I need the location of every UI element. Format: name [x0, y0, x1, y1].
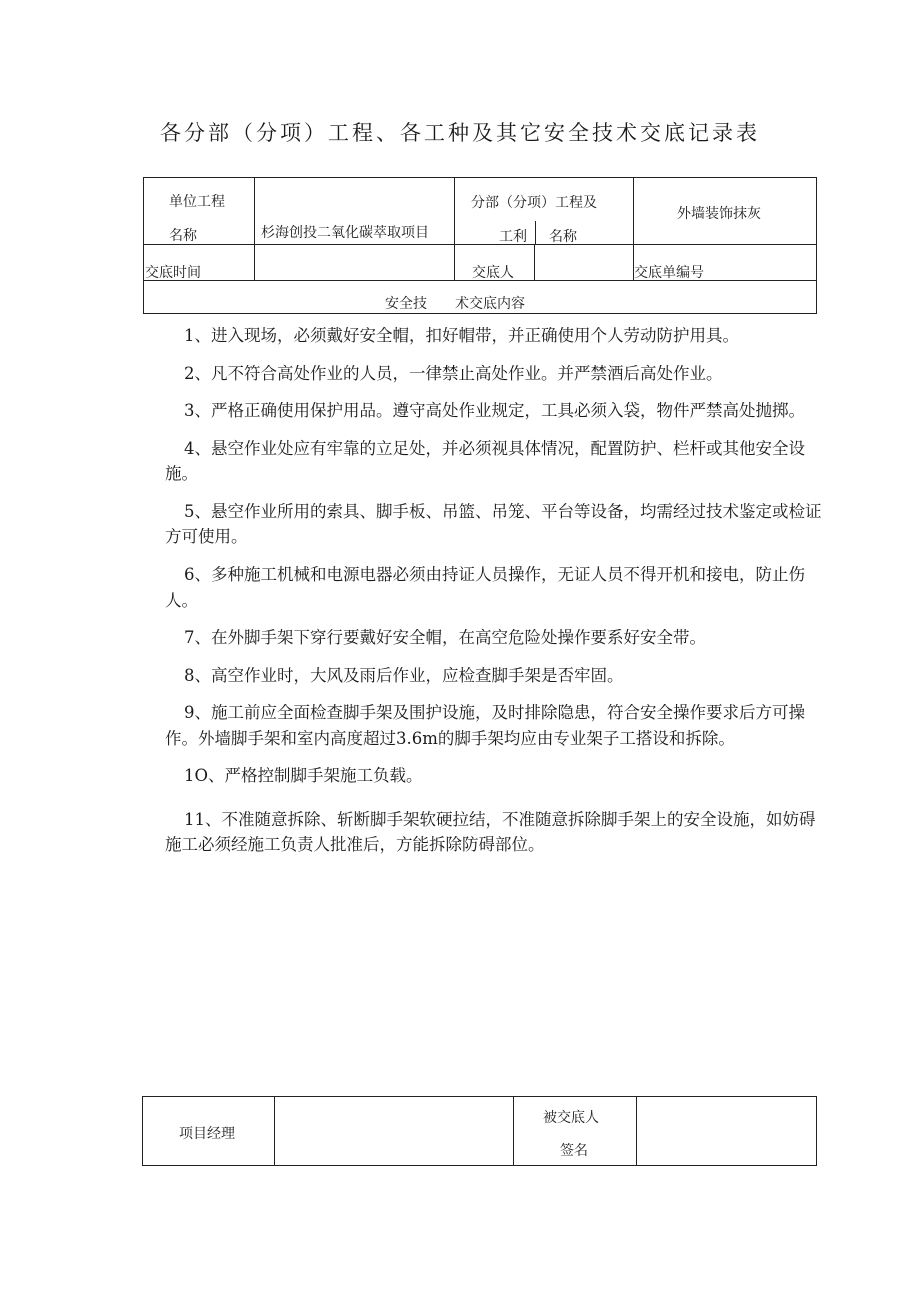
recipient-signature-cell[interactable]	[637, 1097, 817, 1166]
list-item: 3、严格正确使用保护用品。遵守高处作业规定，工具必须入袋，物件严禁高处抛掷。	[184, 401, 805, 421]
unit-project-label: 单位工程	[169, 194, 225, 210]
unit-project-label-cell	[144, 178, 255, 245]
date-label-cell	[144, 245, 255, 281]
sub-project-value-cell[interactable]	[634, 178, 817, 245]
list-item: 4、悬空作业处应有牢靠的立足处，并必须视具体情况，配置防护、栏杆或其他安全设施。	[165, 438, 805, 484]
list-item: 11、不准随意拆除、斩断脚手架软硬拉结，不准随意拆除脚手架上的安全设施，如妨碍施工必须经施工负责人批准后，方能拆除防碍部位。	[165, 809, 816, 855]
presenter-label-cell	[455, 245, 535, 281]
list-item: 9、施工前应全面检查脚手架及围护设施，及时排除隐患，符合安全操作要求后方可操作。外墙脚手架和室内高度超过3.6m的脚手架均应由专业架子工搭设和拆除。	[165, 703, 805, 748]
presenter-label: 交底人	[472, 265, 514, 281]
doc-no-label: 交底单编号	[634, 265, 704, 281]
list-item: 6、多种施工机械和电源电器必须由持证人员操作，无证人员不得开机和接电，防止伤人。	[165, 564, 805, 610]
list-item: 5、悬空作业所用的索具、脚手板、吊篮、吊笼、平台等设备，均需经过技术鉴定或检证方可使用。	[165, 501, 822, 547]
sub-project-label: 分部（分项）工程及	[471, 195, 597, 211]
safety-items	[165, 323, 825, 870]
unit-project-value: 杉海创投二氧化碳萃取项目	[261, 225, 429, 241]
recipient-label-cell	[514, 1097, 637, 1166]
list-item: 1O、严格控制脚手架施工负载。	[184, 766, 423, 786]
manager-label: 项目经理	[179, 1126, 235, 1142]
content-label: 安全技 术交底内容	[385, 296, 525, 312]
unit-project-value-cell[interactable]	[255, 178, 455, 245]
list-item: 2、凡不符合高处作业的人员，一律禁止高处作业。并严禁酒后高处作业。	[184, 363, 723, 383]
manager-value-cell[interactable]	[275, 1097, 514, 1166]
presenter-value-cell[interactable]	[535, 245, 634, 281]
content-label-cell	[144, 281, 817, 314]
list-item: 1、进入现场，必须戴好安全帽，扣好帽带，并正确使用个人劳动防护用具。	[184, 326, 739, 345]
sub-project-label-2a: 工利	[499, 229, 527, 245]
list-item: 8、高空作业时，大风及雨后作业，应检查脚手架是否牢固。	[184, 665, 624, 685]
date-value-cell[interactable]	[255, 245, 455, 281]
date-label: 交底时间	[145, 265, 201, 281]
doc-no-cell[interactable]	[634, 245, 817, 281]
sub-project-label-2b: 名称	[549, 229, 577, 245]
signature-table	[142, 1096, 817, 1166]
header-table	[143, 177, 817, 314]
page-title: 各分部（分项）工程、各工种及其它安全技术交底记录表	[160, 121, 760, 145]
manager-label-cell	[143, 1097, 275, 1166]
recipient-label: 被交底人	[543, 1110, 599, 1126]
recipient-label-2: 签名	[560, 1143, 588, 1159]
sub-project-value: 外墙装饰抹灰	[677, 206, 761, 222]
unit-project-label-2: 名称	[169, 228, 197, 244]
list-item: 7、在外脚手架下穿行要戴好安全帽，在高空危险处操作要系好安全带。	[184, 628, 706, 648]
sub-project-label-cell	[455, 178, 634, 245]
